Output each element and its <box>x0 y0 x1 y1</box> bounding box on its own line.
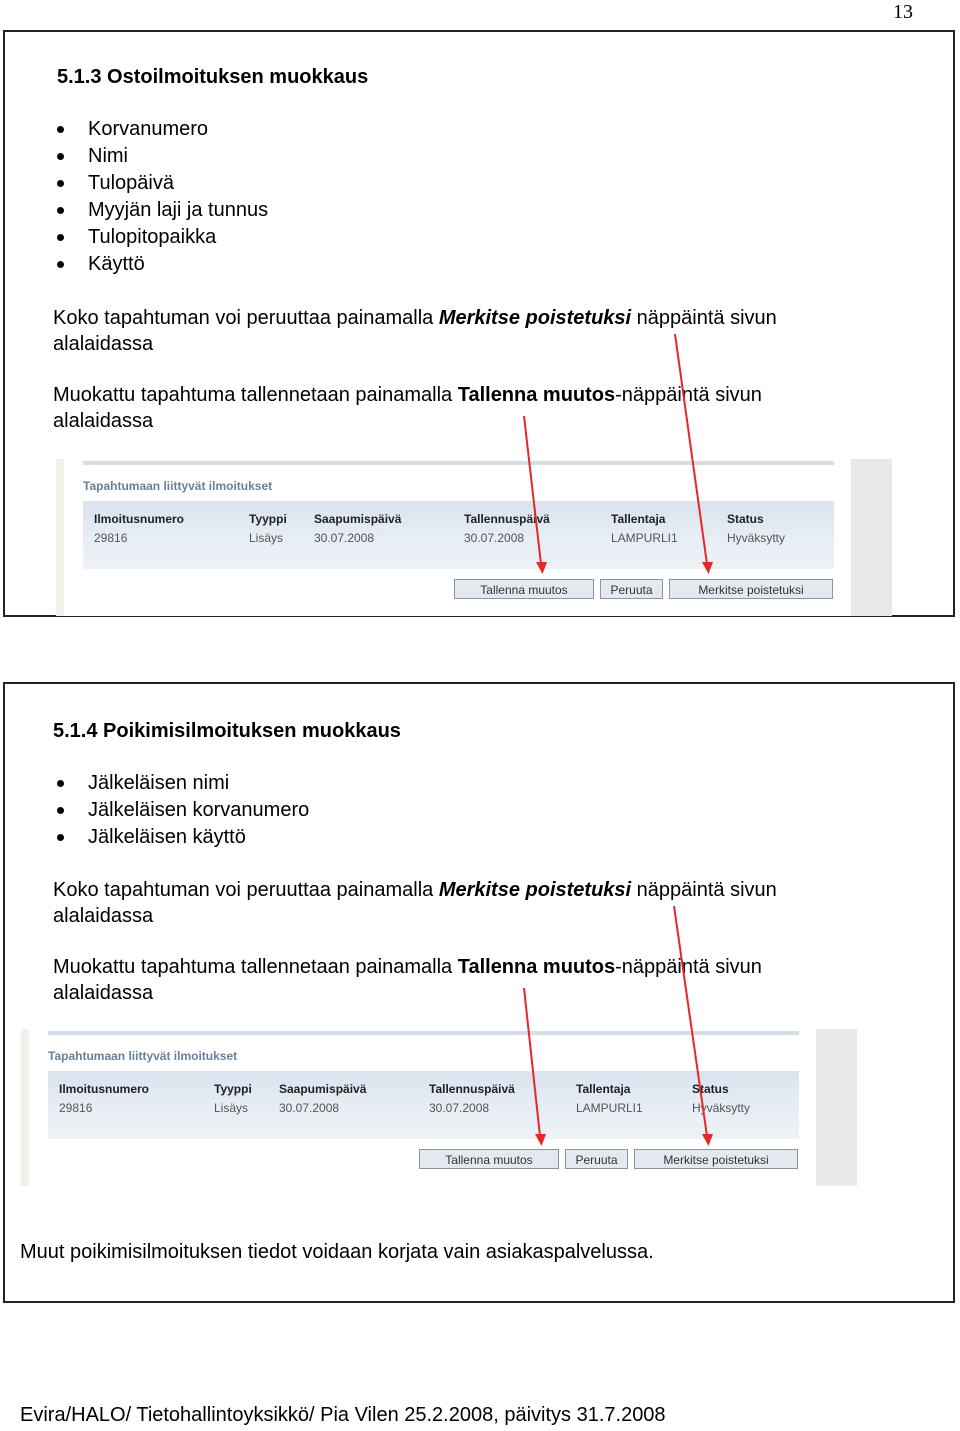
text-span: Muokattu tapahtuma tallennetaan painamalla <box>53 956 458 978</box>
table-header: Tallennuspäivä <box>464 512 550 526</box>
text-span: Muokattu tapahtuma tallennetaan painamalla <box>53 384 458 406</box>
screenshot-sidebar <box>56 459 64 616</box>
screenshot-sidebar <box>21 1029 29 1186</box>
text-span: -näppäintä sivun <box>615 384 762 406</box>
emphasis-text: Tallenna muutos <box>457 384 616 406</box>
list-item: Jälkeläisen nimi <box>55 770 309 797</box>
table-header: Tallentaja <box>611 512 666 526</box>
list-item: Jälkeläisen käyttö <box>55 824 309 851</box>
list-item: Käyttö <box>55 251 268 278</box>
mark-deleted-button[interactable]: Merkitse poistetuksi <box>634 1149 798 1169</box>
table-header: Status <box>727 512 764 526</box>
embedded-screenshot <box>21 1029 857 1186</box>
screenshot-scrollbar <box>816 1029 857 1186</box>
list-item: Tulopitopaikka <box>55 224 268 251</box>
page-number: 13 <box>893 1 913 23</box>
emphasis-text: Merkitse poistetuksi <box>438 307 632 329</box>
text-span: näppäintä sivun <box>631 307 777 329</box>
table-header: Tyyppi <box>214 1082 252 1096</box>
section-heading: 5.1.4 Poikimisilmoituksen muokkaus <box>53 720 401 742</box>
table-header: Ilmoitusnumero <box>59 1082 150 1096</box>
text-span: alalaidassa <box>53 410 154 432</box>
text-span: alalaidassa <box>53 333 154 355</box>
section-5-1-3-box <box>3 30 955 617</box>
note-text: Muut poikimisilmoituksen tiedot voidaan korjata vain asiakaspalvelussa. <box>20 1241 654 1263</box>
table-header: Ilmoitusnumero <box>94 512 185 526</box>
save-changes-button[interactable]: Tallenna muutos <box>419 1149 559 1169</box>
section-heading: 5.1.3 Ostoilmoituksen muokkaus <box>57 66 369 88</box>
table-cell: 30.07.2008 <box>279 1101 340 1115</box>
list-item: Nimi <box>55 143 268 170</box>
table-cell: 30.07.2008 <box>464 531 525 545</box>
text-span: alalaidassa <box>53 982 154 1004</box>
table-cell: Hyväksytty <box>727 531 786 545</box>
cancel-instruction <box>53 877 777 929</box>
mark-deleted-button[interactable]: Merkitse poistetuksi <box>669 579 833 599</box>
list-item: Myyjän laji ja tunnus <box>55 197 268 224</box>
screenshot-top-rule <box>48 1031 799 1035</box>
table-header: Status <box>692 1082 729 1096</box>
cancel-button[interactable]: Peruuta <box>600 579 663 599</box>
table-cell: 30.07.2008 <box>314 531 375 545</box>
table-cell: 30.07.2008 <box>429 1101 490 1115</box>
events-table <box>83 501 834 569</box>
table-cell: 29816 <box>59 1101 93 1115</box>
emphasis-text: Merkitse poistetuksi <box>438 879 632 901</box>
table-header: Saapumispäivä <box>279 1082 367 1096</box>
table-cell: LAMPURLI1 <box>611 531 678 545</box>
save-instruction <box>53 382 762 434</box>
table-cell: Lisäys <box>214 1101 249 1115</box>
list-item: Tulopäivä <box>55 170 268 197</box>
table-cell: Hyväksytty <box>692 1101 751 1115</box>
cancel-instruction <box>53 305 777 357</box>
text-span: Koko tapahtuman voi peruuttaa painamalla <box>53 307 439 329</box>
table-cell: 29816 <box>94 531 128 545</box>
embedded-screenshot <box>56 459 892 616</box>
table-cell: Lisäys <box>249 531 284 545</box>
table-cell: LAMPURLI1 <box>576 1101 643 1115</box>
screenshot-top-rule <box>83 461 834 465</box>
field-list <box>55 116 268 278</box>
list-item: Korvanumero <box>55 116 268 143</box>
cancel-button[interactable]: Peruuta <box>565 1149 628 1169</box>
text-span: näppäintä sivun <box>631 879 777 901</box>
section-5-1-4-box <box>3 682 955 1303</box>
text-span: alalaidassa <box>53 905 154 927</box>
panel-title: Tapahtumaan liittyvät ilmoitukset <box>48 1049 238 1063</box>
emphasis-text: Tallenna muutos <box>457 956 616 978</box>
field-list <box>55 770 309 851</box>
table-header: Tallennuspäivä <box>429 1082 515 1096</box>
save-instruction <box>53 954 762 1006</box>
list-item: Jälkeläisen korvanumero <box>55 797 309 824</box>
text-span: Koko tapahtuman voi peruuttaa painamalla <box>53 879 439 901</box>
panel-title: Tapahtumaan liittyvät ilmoitukset <box>83 479 273 493</box>
events-table <box>48 1071 799 1139</box>
screenshot-scrollbar <box>851 459 892 616</box>
save-changes-button[interactable]: Tallenna muutos <box>454 579 594 599</box>
page-footer: Evira/HALO/ Tietohallintoyksikkö/ Pia Vilen 25.2.2008, päivitys 31.7.2008 <box>20 1404 666 1426</box>
table-header: Tyyppi <box>249 512 287 526</box>
table-header: Saapumispäivä <box>314 512 402 526</box>
text-span: -näppäintä sivun <box>615 956 762 978</box>
table-header: Tallentaja <box>576 1082 631 1096</box>
